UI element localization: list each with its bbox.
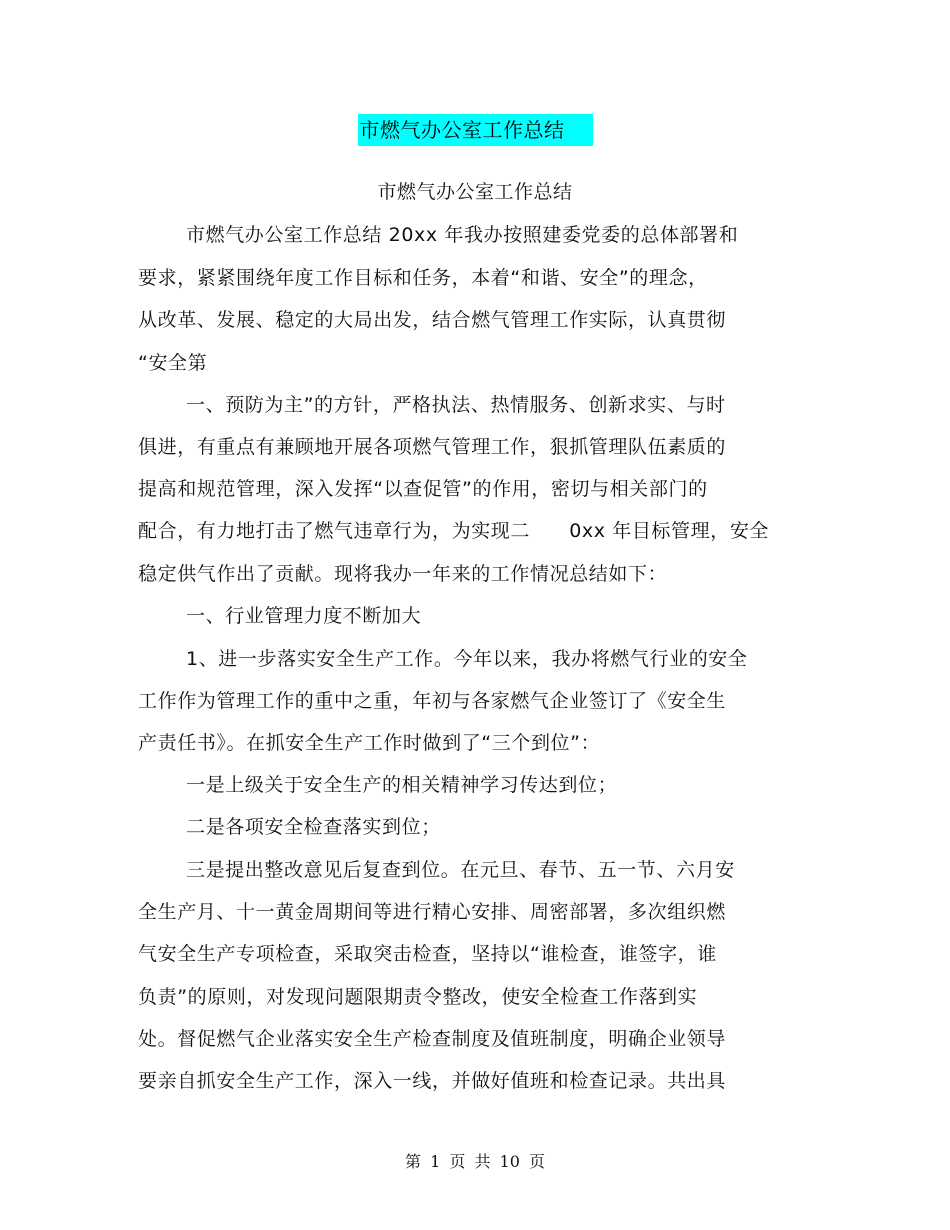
title-container	[0, 114, 950, 146]
paragraph-line: 从改革、发展、稳定的大局出发，结合燃气管理工作实际，认真贯彻	[138, 309, 727, 331]
paragraph-line: 工作作为管理工作的重中之重，年初与各家燃气企业签订了《安全生	[138, 690, 727, 712]
section-heading: 一、行业管理力度不断加大	[186, 605, 422, 627]
paragraph-line: 提高和规范管理，深入发挥“以查促管”的作用，密切与相关部门的	[138, 478, 708, 500]
paragraph-line: 二是各项安全检查落实到位；	[186, 816, 441, 838]
paragraph-line: 处。督促燃气企业落实安全生产检查制度及值班制度，明确企业领导	[138, 1028, 727, 1050]
paragraph-line: 一是上级关于安全生产的相关精神学习传达到位；	[186, 774, 618, 796]
paragraph-line: 要求，紧紧围绕年度工作目标和任务，本着“和谐、安全”的理念，	[138, 267, 708, 289]
paragraph-line: 1、进一步落实安全生产工作。今年以来，我办将燃气行业的安全	[186, 648, 748, 670]
paragraph-line: 全生产月、十一黄金周期间等进行精心安排、周密部署，多次组织燃	[138, 901, 727, 923]
paragraph-line: 要亲自抓安全生产工作，深入一线，并做好值班和检查记录。共出具	[138, 1070, 727, 1092]
document-subtitle: 市燃气办公室工作总结	[377, 181, 573, 203]
paragraph-line: 稳定供气作出了贡献。现将我办一年来的工作情况总结如下：	[138, 563, 668, 585]
paragraph-line: 俱进，有重点有兼顾地开展各项燃气管理工作，狠抓管理队伍素质的	[138, 436, 727, 458]
paragraph-line: 负责”的原则，对发现问题限期责令整改，使安全检查工作落到实	[138, 986, 698, 1008]
paragraph-line: “安全第	[138, 352, 208, 374]
paragraph-line: 市燃气办公室工作总结 20xx 年我办按照建委党委的总体部署和	[186, 224, 739, 246]
paragraph-line: 产责任书》。在抓安全生产工作时做到了“三个到位”：	[138, 732, 601, 754]
paragraph-line: 气安全生产专项检查，采取突击检查，坚持以“谁检查，谁签字，谁	[138, 943, 717, 965]
paragraph-line: 一、预防为主”的方针，严格执法、热情服务、创新求实、与时	[186, 394, 726, 416]
page-number-footer: 第 1 页 共 10 页	[405, 1152, 545, 1171]
paragraph-line: 三是提出整改意见后复查到位。在元旦、春节、五一节、六月安	[186, 859, 735, 881]
paragraph-line: 配合，有力地打击了燃气违章行为，为实现二 0xx 年目标管理，安全	[138, 520, 770, 542]
document-title: 市燃气办公室工作总结	[358, 114, 593, 146]
